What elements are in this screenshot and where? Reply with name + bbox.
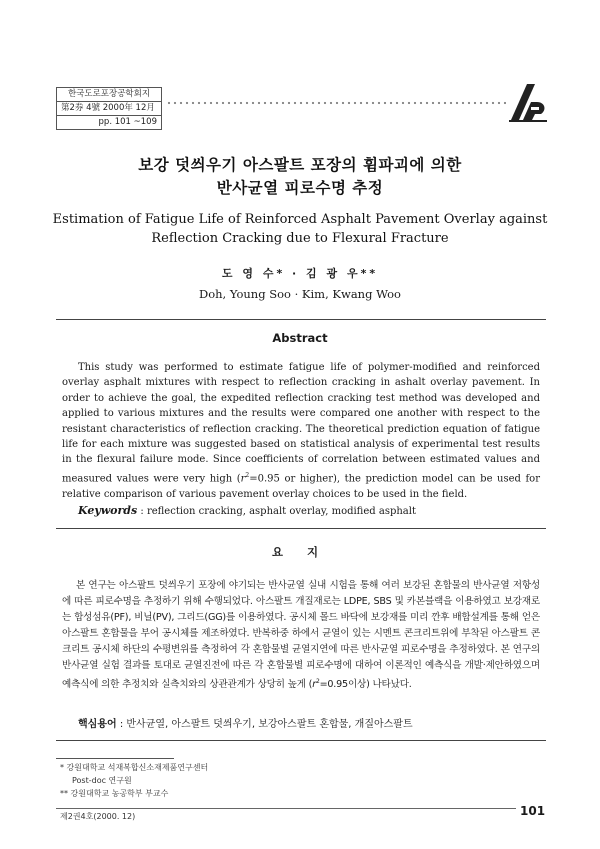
society-logo-icon bbox=[507, 80, 549, 124]
footer-reference: 제2권4호(2000. 12) bbox=[60, 812, 136, 821]
abstract-text: This study was performed to estimate fatigue life of polymer-modified and reinforced overlay asphalt mixtures with respect to reflection cracking in ashalt overlay pavement. In order to achieve the goal, the expedited reflection cracking test method was developed and applied to various mixtures and the results were compared one another with respect to the resistant characteristics of reflection cracking. The theoretical prediction equation of fatigue life for each mixture was suggested based on statistical analysis of experimental test results in the flexural failure mode. Since coefficients of correlation between estimated values and measured values were very high ($r^2=0.95$ or higher), the prediction model can be used for relative comparison of various pavement overlay choices to be used in the field. bbox=[62, 362, 540, 500]
footnote-2: Post-doc 연구원 bbox=[72, 776, 132, 785]
keywords-kr-text: 반사균열, 아스팔트 덧씌우기, 보강아스팔트 혼합물, 개질아스팔트 bbox=[126, 719, 413, 730]
abstract-heading: Abstract bbox=[272, 331, 328, 345]
summary-kr-text: 본 연구는 아스팔트 덧씌우기 포장에 야기되는 반사균열 실내 시험을 통해 여러 보강된 혼합물의 반사균열 저항성에 따른 피로수명을 추정하기 위해 수행되었다. 아스팔트 개질재로는 LDPE, SBS 및 카본블랙을 이용하였고 보강재로는 합성섬유(PF), 비닐(PV), 그리드(GG)를 이용하였다. 공시체 몰드 바닥에 보강재를 미리 깐후 배합설계를 통해 얻은 아스팔트 혼합물을 부어 공시체를 제조하였다. 반복하중 하에서 균열이 있는 시멘트 콘크리트위에 부착된 아스팔트 콘크리트 공시체 하단의 수평변위를 측정하여 각 혼합물별 균열지연에 따른 반사균열 피로수명을 추정하였다. 본 연구의 반사균열 실험 결과를 토대로 균열진전에 따른 각 혼합물별 피로수명에 대하여 이론적인 예측식을 개발·제안하였으며 예측식에 의한 추정치와 실측치와의 상관관계가 상당히 높게 ($r^2=0.95$이상) 나타났다. bbox=[62, 580, 540, 691]
summary-kr-heading: 요 지 bbox=[271, 545, 329, 559]
keywords-kr-label: 핵심용어 bbox=[78, 719, 117, 730]
footer-rule bbox=[56, 808, 516, 809]
keywords-label: Keywords bbox=[78, 504, 138, 517]
title-en-line-2: Reflection Cracking due to Flexural Fracture bbox=[151, 231, 449, 246]
authors-en: Doh, Young Soo · Kim, Kwang Woo bbox=[199, 287, 401, 301]
journal-issue: 第2券 4號 2000年 12月 bbox=[57, 102, 161, 116]
footnote-1: * 강원대학교 석재복합신소재제품연구센터 bbox=[60, 763, 209, 772]
footnote-3: ** 강원대학교 농공학부 부교수 bbox=[60, 789, 169, 798]
journal-info-box bbox=[56, 87, 162, 130]
keywords: Keywords : reflection cracking, asphalt overlay, modified asphalt bbox=[78, 504, 416, 517]
page-number: 101 bbox=[520, 804, 546, 818]
footnote-rule bbox=[56, 758, 174, 759]
journal-pages: pp. 101 ~109 bbox=[98, 117, 157, 127]
keywords-text: reflection cracking, asphalt overlay, modified asphalt bbox=[146, 506, 416, 517]
keywords-kr: 핵심용어 : 반사균열, 아스팔트 덧씌우기, 보강아스팔트 혼합물, 개질아스팔트 bbox=[78, 719, 413, 730]
authors-kr: 도 영 수* · 김 광 우** bbox=[221, 267, 379, 280]
divider-bottom bbox=[56, 740, 546, 741]
title-en-line-1: Estimation of Fatigue Life of Reinforced Asphalt Pavement Overlay against bbox=[52, 212, 548, 227]
title-kr-line-1: 보강 덧씌우기 아스팔트 포장의 휨파괴에 의한 bbox=[138, 156, 462, 174]
header-dotted-line bbox=[166, 101, 506, 105]
journal-name: 한국도로포장공학회지 bbox=[57, 88, 161, 102]
divider-middle bbox=[56, 528, 546, 529]
divider-top bbox=[56, 319, 546, 320]
title-kr-line-2: 반사균열 피로수명 추정 bbox=[216, 179, 384, 197]
